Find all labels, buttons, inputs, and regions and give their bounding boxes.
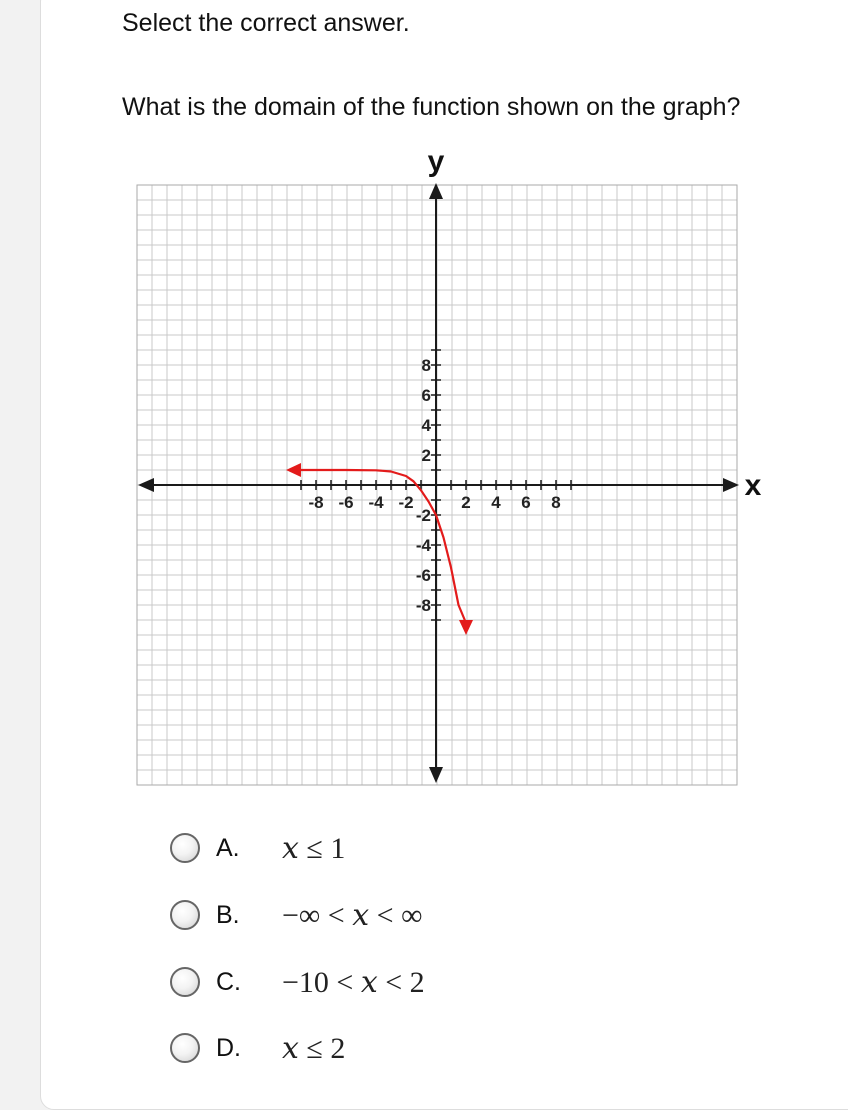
choice-text-a: 𝑥 ≤ 1 [282,831,346,865]
choice-letter-b: B. [216,900,240,929]
question-text: What is the domain of the function shown on the graph? [122,93,741,121]
y-tick-label: -4 [415,536,431,555]
x-tick-label: 8 [551,493,561,512]
y-axis-label: y [427,148,445,178]
x-tick-label: -4 [368,493,384,512]
function-graph [120,148,780,798]
choice-b[interactable] [170,893,570,937]
x-tick-label: 4 [491,493,501,512]
y-tick-label: 8 [421,356,431,375]
radio-button-b[interactable] [170,900,200,930]
y-tick-label: -2 [415,506,431,525]
choice-letter-d: D. [216,1033,241,1062]
choice-letter-c: C. [216,967,241,996]
y-tick-label: -8 [415,596,431,615]
choice-text-d: 𝑥 ≤ 2 [282,1031,346,1065]
x-tick-label: -6 [338,493,354,512]
radio-button-d[interactable] [170,1033,200,1063]
x-tick-label: 6 [521,493,531,512]
choice-c[interactable] [170,960,570,1004]
x-tick-label: -8 [308,493,324,512]
choice-text-b: −∞ < 𝑥 < ∞ [282,898,423,932]
choice-letter-a: A. [216,833,240,862]
y-tick-label: 2 [421,446,431,465]
x-tick-label: 2 [461,493,471,512]
instruction-text: Select the correct answer. [122,9,410,37]
radio-button-c[interactable] [170,967,200,997]
choice-text-c: −10 < 𝑥 < 2 [282,965,425,999]
choice-a[interactable] [170,826,570,870]
y-tick-label: -6 [415,566,431,585]
x-tick-label: -2 [398,493,414,512]
y-tick-label: 4 [421,416,431,435]
x-axis-label: x [744,469,762,502]
y-tick-label: 6 [421,386,431,405]
radio-button-a[interactable] [170,833,200,863]
choice-d[interactable] [170,1026,570,1070]
